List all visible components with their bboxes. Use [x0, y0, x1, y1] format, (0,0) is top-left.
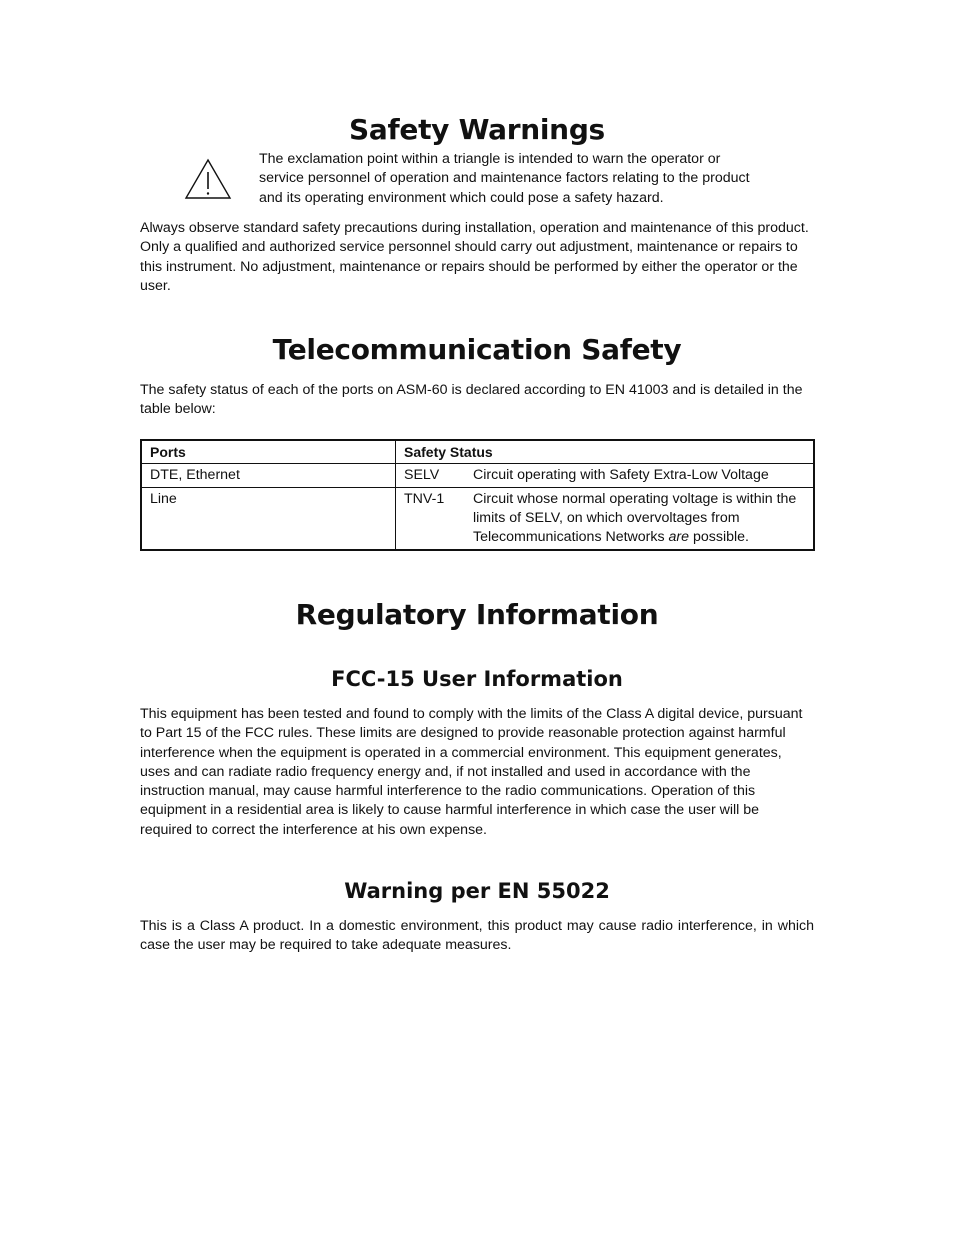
- status-cell: [396, 464, 815, 488]
- telecom-safety-title: Telecommunication Safety: [272, 333, 682, 366]
- status-code: SELV: [404, 467, 440, 483]
- table-row: [141, 488, 814, 551]
- status-description-text: Circuit whose normal operating voltage is within the limits of SELV, on which overvoltages from Telecommunications Networks: [473, 491, 797, 545]
- table-header-row: [141, 440, 814, 464]
- port-cell: DTE, Ethernet: [141, 464, 396, 488]
- status-description: [473, 490, 805, 547]
- status-description: Circuit operating with Safety Extra-Low Voltage: [473, 467, 769, 483]
- status-cell: [396, 488, 815, 551]
- triangle-warning-text: The exclamation point within a triangle is intended to warn the operator or service personnel of operation and maintenance factors relating to the product and its operating environment which could pose a safety hazard.: [259, 151, 750, 206]
- status-description-end: possible.: [689, 529, 749, 545]
- fcc-user-information-title: FCC-15 User Information: [331, 667, 623, 691]
- en55022-paragraph: This is a Class A product. In a domestic environment, this product may cause radio interference, in which case the user may be required to take adequate measures.: [140, 918, 814, 954]
- safety-warnings-title: Safety Warnings: [349, 113, 605, 146]
- regulatory-information-title: Regulatory Information: [295, 598, 659, 631]
- port-cell: Line: [141, 488, 396, 551]
- safety-precautions-paragraph: Always observe standard safety precautions during installation, operation and maintenance of this product. Only a qualified and authorized service personnel should carry out adjustment, maintenance or repairs to this instrument. No adjustment, maintenance or repairs should be performed by either the operator or the user.: [140, 220, 809, 294]
- safety-status-table: [140, 439, 815, 551]
- triangle-warning-block: [140, 150, 814, 210]
- en55022-warning-title: Warning per EN 55022: [344, 879, 610, 903]
- telecom-intro-paragraph: The safety status of each of the ports on ASM-60 is declared according to EN 41003 and is detailed in the table below:: [140, 382, 803, 418]
- ports-column-header: Ports: [141, 440, 396, 464]
- table-row: [141, 464, 814, 488]
- status-description-italic: are: [668, 529, 690, 545]
- safety-status-column-header: Safety Status: [396, 440, 815, 464]
- status-code: TNV-1: [404, 491, 445, 507]
- fcc-paragraph: This equipment has been tested and found to comply with the limits of the Class A digital device, pursuant to Part 15 of the FCC rules. These limits are designed to provide reasonable protection against harmful interference when the equipment is operated in a commercial environment. This equipment generates, uses and can radiate radio frequency energy and, if not installed and used in accordance with the instruction manual, may cause harmful interference to the radio communications. Operation of this equipment in a residential area is likely to cause harmful interference in which case the user will be required to correct the interference at his own expense.: [140, 706, 803, 838]
- warning-triangle-icon: [184, 158, 232, 200]
